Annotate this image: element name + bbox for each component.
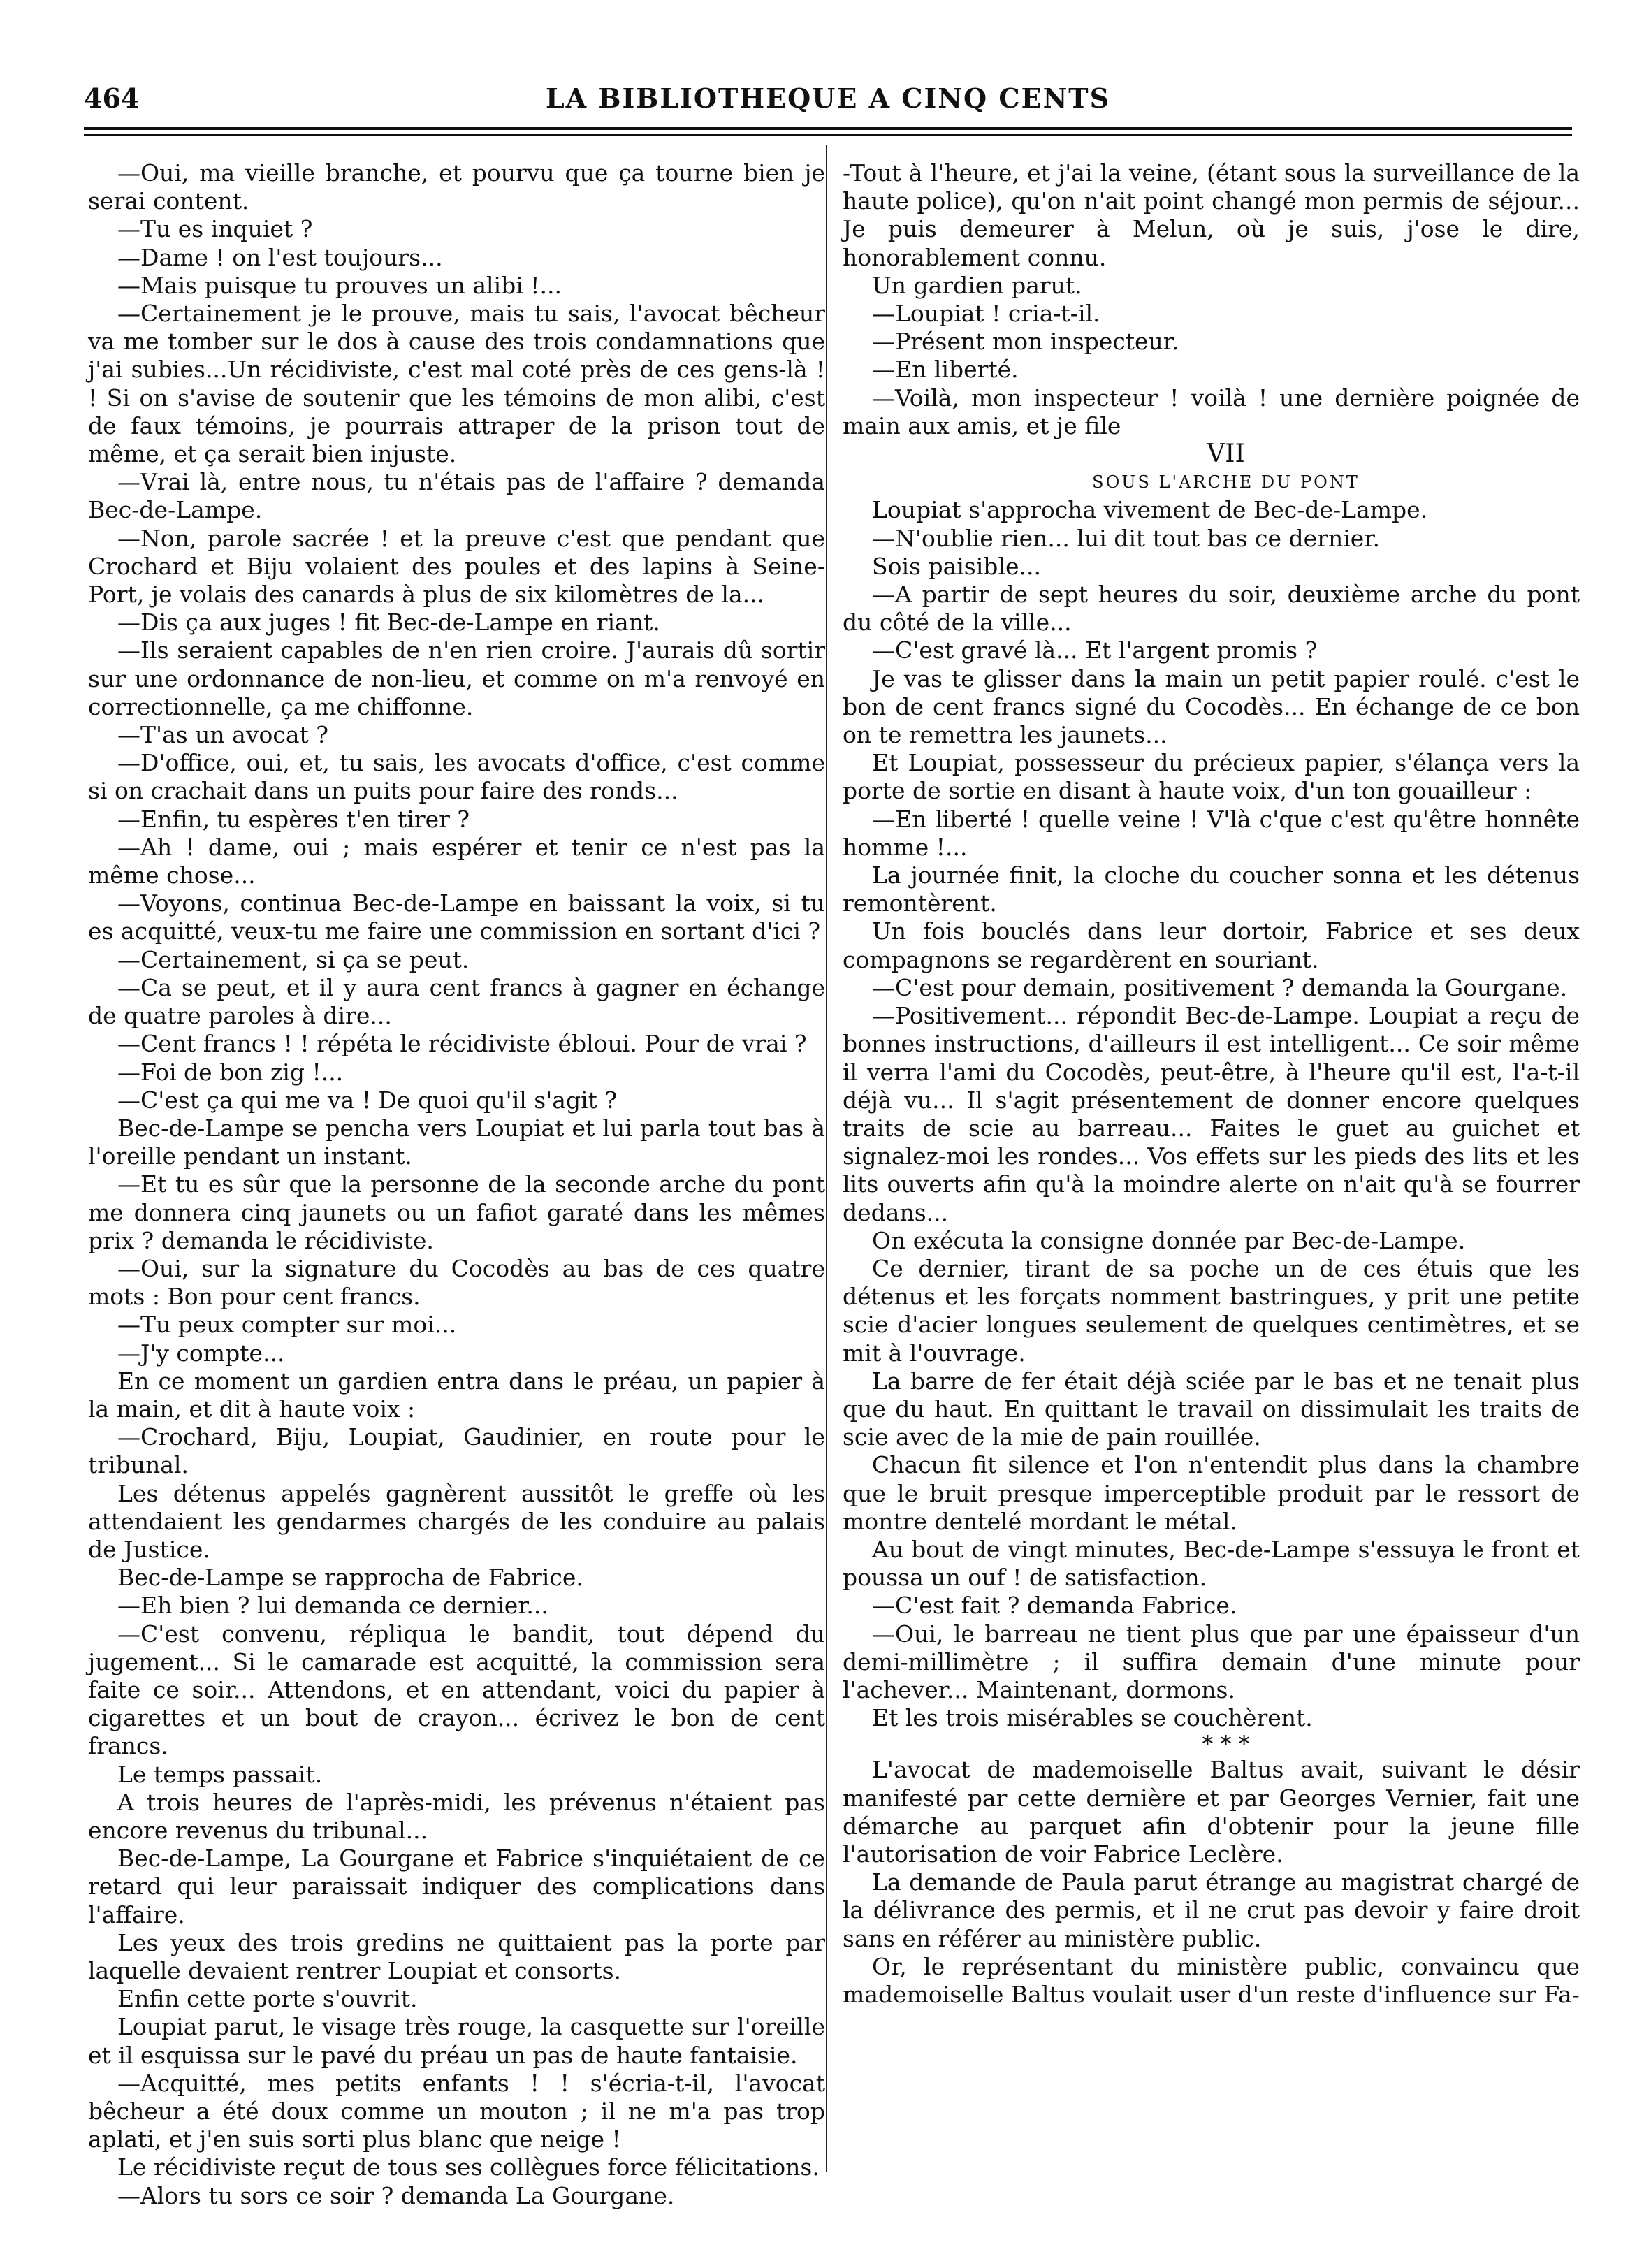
right-column-top: [843, 159, 1580, 440]
paragraph: Le récidiviste reçut de tous ses collègues force félicitations.: [117, 2153, 820, 2181]
paragraph: —Tu es inquiet ?: [117, 215, 313, 243]
paragraph: —A partir de sept heures du soir, deuxième arche du pont du côté de la ville...: [843, 581, 1580, 637]
paragraph: Sois paisible...: [872, 552, 1041, 580]
paragraph: Je vas te glisser dans la main un petit papier roulé. c'est le bon de cent francs signé du Cocodès... En échange de ce bon on te remettra les jaunets...: [843, 664, 1580, 749]
paragraph: La barre de fer était déjà sciée par le bas et ne tenait plus que du haut. En quittant le travail on dissimulait les traits de scie avec de la mie de pain rouillée.: [843, 1367, 1580, 1451]
running-title: LA BIBLIOTHEQUE A CINQ CENTS: [545, 82, 1111, 114]
paragraph: —C'est ça qui me va ! De quoi qu'il s'agit ?: [117, 1086, 618, 1114]
paragraph: —Enfin, tu espères t'en tirer ?: [117, 805, 470, 833]
paragraph: Loupiat parut, le visage très rouge, la casquette sur l'oreille et il esquissa sur le pavé du préau un pas de haute fantaisie.: [88, 2013, 825, 2069]
paragraph: —Eh bien ? lui demanda ce dernier...: [117, 1592, 548, 1620]
paragraph: —Ils seraient capables de n'en rien croire. J'aurais dû sortir sur une ordonnance de non-lieu, et comme on m'a renvoyé en correctionnelle, ça me chiffonne.: [88, 637, 825, 720]
paragraph: —Présent mon inspecteur.: [872, 328, 1179, 356]
page-header: [84, 82, 1572, 124]
paragraph: —Acquitté, mes petits enfants ! ! s'écria-t-il, l'avocat bêcheur a été doux comme un mouton ; il ne m'a pas trop aplati, et j'en suis sorti plus blanc que neige !: [88, 2069, 825, 2153]
paragraph: —Certainement je le prouve, mais tu sais, l'avocat bêcheur va me tomber sur le dos à cause des trois condamnations que j'ai subies...Un récidiviste, c'est mal coté près de ces gens-là ! ! Si on s'avise de soutenir que les témoins de mon alibi, c'est de faux témoins, je pourrais attraper de la prison tout de même, et ça serait bien injuste.: [88, 300, 825, 468]
paragraph: La journée finit, la cloche du coucher sonna et les détenus remontèrent.: [843, 862, 1580, 917]
paragraph: Bec-de-Lampe se pencha vers Loupiat et lui parla tout bas à l'oreille pendant un instant.: [88, 1114, 825, 1170]
paragraph: —C'est pour demain, positivement ? demanda la Gourgane.: [872, 973, 1568, 1001]
paragraph: —N'oublie rien... lui dit tout bas ce dernier.: [872, 524, 1380, 552]
paragraph: —Dis ça aux juges ! fit Bec-de-Lampe en riant.: [117, 609, 660, 637]
paragraph: Un gardien parut.: [872, 271, 1082, 299]
paragraph: —Ca se peut, et il y aura cent francs à gagner en échange de quatre paroles à dire...: [88, 973, 825, 1030]
paragraph: —C'est gravé là... Et l'argent promis ?: [872, 637, 1318, 664]
paragraph: Les détenus appelés gagnèrent aussitôt le greffe où les attendaient les gendarmes chargés de les conduire au palais de Justice.: [88, 1479, 825, 1563]
paragraph: —Foi de bon zig !...: [117, 1058, 344, 1086]
paragraph: -Tout à l'heure, et j'ai la veine, (étant sous la surveillance de la haute police), qu'on n'ait point changé mon permis de séjour... Je puis demeurer à Melun, où je suis, j'ose le dire, honorablement connu.: [843, 159, 1580, 271]
section-separator: * * *: [1202, 1731, 1250, 1758]
paragraph: —Tu peux compter sur moi...: [117, 1311, 457, 1339]
paragraph: —Oui, sur la signature du Cocodès au bas de ces quatre mots : Bon pour cent francs.: [88, 1254, 825, 1311]
paragraph: —Loupiat ! cria-t-il.: [872, 300, 1100, 328]
paragraph: L'avocat de mademoiselle Baltus avait, suivant le désir manifesté par cette dernière et par Georges Vernier, fait une démarche au parquet afin d'obtenir pour la jeune fille l'autorisation de voir Fabrice Leclère.: [843, 1756, 1580, 1868]
paragraph: Ce dernier, tirant de sa poche un de ces étuis que les détenus et les forçats nomment bastringues, y prit une petite scie d'acier longues seulement de quelques centimètres, et se mit à l'ouvrage.: [843, 1254, 1580, 1367]
paragraph: —Alors tu sors ce soir ? demanda La Gourgane.: [117, 2181, 675, 2209]
paragraph: —J'y compte...: [117, 1339, 285, 1367]
paragraph: —Positivement... répondit Bec-de-Lampe. Loupiat a reçu de bonnes instructions, d'ailleurs il est intelligent... Ce soir même il verra l'ami du Cocodès, peut-être, à l'heure qu'il est, l'a-t-il déjà vu... Il s'agit présentement de donner encore quelques traits de scie au barreau... Faites le guet au guichet et signalez-moi les rondes... Vos effets sur les pieds des lits et les lits ouverts afin qu'à la moindre alerte on n'ait qu'à se fourrer dedans...: [843, 1002, 1580, 1226]
paragraph: En ce moment un gardien entra dans le préau, un papier à la main, et dit à haute voix :: [88, 1367, 825, 1423]
right-column-middle: [843, 496, 1580, 1732]
paragraph: Et les trois misérables se couchèrent.: [872, 1704, 1313, 1732]
paragraph: Enfin cette porte s'ouvrit.: [117, 1985, 418, 2013]
paragraph: Bec-de-Lampe, La Gourgane et Fabrice s'inquiétaient de ce retard qui leur paraissait indiquer des complications dans l'affaire.: [88, 1845, 825, 1928]
paragraph: —C'est fait ? demanda Fabrice.: [872, 1592, 1237, 1620]
paragraph: —Dame ! on l'est toujours...: [117, 243, 443, 271]
paragraph: —Oui, le barreau ne tient plus que par une épaisseur d'un demi-millimètre ; il suffira demain d'une minute pour l'achever... Maintenant, dormons.: [843, 1620, 1580, 1703]
chapter-number: VII: [1207, 439, 1245, 469]
left-column: [88, 159, 825, 2210]
right-column-bottom: [843, 1756, 1580, 2009]
paragraph: —Ah ! dame, oui ; mais espérer et tenir ce n'est pas la même chose...: [88, 833, 825, 889]
paragraph: —Oui, ma vieille branche, et pourvu que ça tourne bien je serai content.: [88, 159, 825, 215]
paragraph: Or, le représentant du ministère public, convaincu que mademoiselle Baltus voulait user d'un reste d'influence sur Fa-: [843, 1952, 1580, 2008]
paragraph: —Certainement, si ça se peut.: [117, 945, 470, 973]
header-rule-thin: [84, 134, 1572, 136]
paragraph: Au bout de vingt minutes, Bec-de-Lampe s'essuya le front et poussa un ouf ! de satisfaction.: [843, 1535, 1580, 1592]
paragraph: Les yeux des trois gredins ne quittaient pas la porte par laquelle devaient rentrer Loupiat et consorts.: [88, 1928, 825, 1984]
paragraph: Le temps passait.: [117, 1760, 323, 1788]
paragraph: —Vrai là, entre nous, tu n'étais pas de l'affaire ? demanda Bec-de-Lampe.: [88, 468, 825, 524]
paragraph: —Crochard, Biju, Loupiat, Gaudinier, en route pour le tribunal.: [88, 1423, 825, 1479]
paragraph: —Voilà, mon inspecteur ! voilà ! une dernière poignée de main aux amis, et je file: [843, 384, 1580, 439]
paragraph: A trois heures de l'après-midi, les prévenus n'étaient pas encore revenus du tribunal...: [88, 1788, 825, 1844]
paragraph: —Et tu es sûr que la personne de la seconde arche du pont me donnera cinq jaunets ou un fafiot garaté dans les mêmes prix ? demanda le récidiviste.: [88, 1170, 825, 1254]
paragraph: Et Loupiat, possesseur du précieux papier, s'élança vers la porte de sortie en disant à haute voix, d'un ton gouailleur :: [843, 749, 1580, 805]
paragraph: Loupiat s'approcha vivement de Bec-de-Lampe.: [872, 496, 1428, 524]
paragraph: La demande de Paula parut étrange au magistrat chargé de la délivrance des permis, et il ne crut pas devoir y faire droit sans en référer au ministère public.: [843, 1868, 1580, 1952]
paragraph: Chacun fit silence et l'on n'entendit plus dans la chambre que le bruit presque imperceptible produit par le ressort de montre dentelé mordant le métal.: [843, 1451, 1580, 1535]
paragraph: —D'office, oui, et, tu sais, les avocats d'office, c'est comme si on crachait dans un puits pour faire des ronds...: [88, 749, 825, 805]
paragraph: —Mais puisque tu prouves un alibi !...: [117, 271, 562, 299]
paragraph: Un fois bouclés dans leur dortoir, Fabrice et ses deux compagnons se regardèrent en souriant.: [843, 917, 1580, 973]
paragraph: —Voyons, continua Bec-de-Lampe en baissant la voix, si tu es acquitté, veux-tu me faire une commission en sortant d'ici ?: [88, 889, 825, 945]
column-divider: [826, 145, 827, 2172]
paragraph: Bec-de-Lampe se rapprocha de Fabrice.: [117, 1564, 583, 1592]
paragraph: —En liberté ! quelle veine ! V'là c'que c'est qu'être honnête homme !...: [843, 805, 1580, 861]
paragraph: On exécuta la consigne donnée par Bec-de-Lampe.: [872, 1226, 1466, 1254]
paragraph: —C'est convenu, répliqua le bandit, tout dépend du jugement... Si le camarade est acquitté, la commission sera faite ce soir... Attendons, et en attendant, voici du papier à cigarettes et un bout de crayon... écrivez le bon de cent francs.: [88, 1620, 825, 1760]
chapter-title: SOUS L'ARCHE DU PONT: [1092, 472, 1360, 493]
paragraph: —T'as un avocat ?: [117, 721, 328, 749]
header-rule: [84, 127, 1572, 130]
paragraph: —Non, parole sacrée ! et la preuve c'est que pendant que Crochard et Biju volaient des poules et des lapins à Seine-Port, je volais des canards à plus de six kilomètres de la...: [88, 524, 825, 609]
paragraph: —Cent francs ! ! répéta le récidiviste ébloui. Pour de vrai ?: [117, 1030, 807, 1058]
right-column: [843, 159, 1580, 2009]
page-number: 464: [84, 82, 140, 114]
paragraph: —En liberté.: [872, 356, 1019, 384]
